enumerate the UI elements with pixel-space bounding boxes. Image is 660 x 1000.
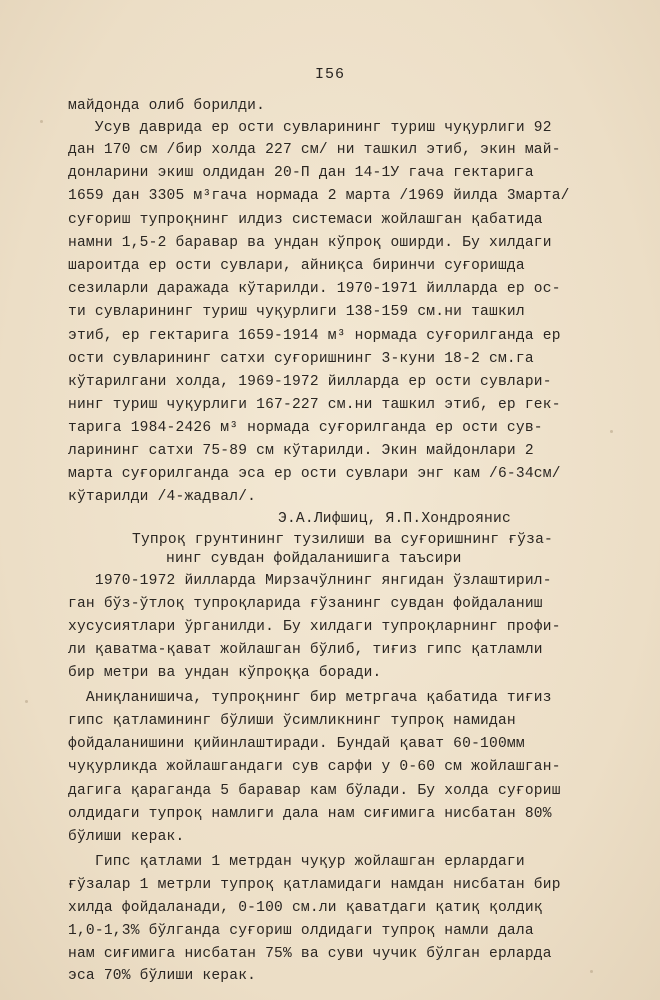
text-line: эса 70% бўлиши керак. xyxy=(68,968,257,984)
text-line: сезиларли даражада кўтарилди. 1970-1971 йилларда ер ос- xyxy=(68,281,561,297)
paper-speck xyxy=(40,120,43,123)
text-line: хусусиятлари ўрганилди. Бу хилдаги тупроқларнинг профи- xyxy=(68,619,561,635)
page-number: I56 xyxy=(314,66,345,83)
text-line: донларини экиш олдидан 20-П дан 14-1У гача гектарига xyxy=(68,165,534,181)
text-line: нам сиғимига нисбатан 75% ва суви чучик бўлган ерларда xyxy=(68,946,552,962)
text-line: намни 1,5-2 баравар ва ундан кўпроқ оширди. Бу хилдаги xyxy=(68,235,552,251)
text-line: кўтарилгани холда, 1969-1972 йилларда ер ости сувлари- xyxy=(68,374,552,390)
text-line: Гипс қатлами 1 метрдан чуқур жойлашган ерлардаги xyxy=(68,854,525,870)
text-line: суғориш тупроқнинг илдиз системаси жойлашган қабатида xyxy=(68,212,543,228)
text-line: 1,0-1,3% бўлганда суғориш олдидаги тупроқ намли дала xyxy=(68,923,534,939)
article-authors: Э.А.Лифшиц, Я.П.Хондроянис xyxy=(278,511,511,527)
text-line: ларининг сатхи 75-89 см кўтарилди. Экин майдонлари 2 xyxy=(68,443,534,459)
text-line: шароитда ер ости сувлари, айниқса биринчи суғоришда xyxy=(68,258,525,274)
text-line: дан 170 см /бир холда 227 см/ ни ташкил этиб, экин май- xyxy=(68,142,561,158)
text-line: ғўзалар 1 метрли тупроқ қатламидаги намдан нисбатан бир xyxy=(68,877,561,893)
text-line: ли қаватма-қават жойлашган бўлиб, тиғиз гипс қатламли xyxy=(68,642,543,658)
text-line: чуқурликда жойлашгандаги сув сарфи у 0-60 см жойлашган- xyxy=(68,759,561,775)
paper-speck xyxy=(590,970,593,973)
text-line: 1659 дан 3305 м³гача нормада 2 марта /1969 йилда 3марта/ xyxy=(68,188,570,204)
text-line: этиб, ер гектарига 1659-1914 м³ нормада суғорилганда ер xyxy=(68,328,561,344)
text-line: дагига қараганда 5 баравар кам бўлади. Бу холда суғориш xyxy=(68,783,561,799)
text-line: 1970-1972 йилларда Мирзачўлнинг янгидан ўзлаштирил- xyxy=(68,573,552,589)
text-line: Аниқланишича, тупроқнинг бир метргача қабатида тиғиз xyxy=(68,690,552,706)
text-line: ости сувларининг сатхи суғоришнинг 3-куни 18-2 см.га xyxy=(68,351,534,367)
paper-speck xyxy=(25,700,28,703)
text-line: майдонда олиб борилди. xyxy=(68,98,266,114)
text-line: гипс қатламининг бўлиши ўсимликнинг тупроқ намидан xyxy=(68,713,516,729)
text-line: ган бўз-ўтлоқ тупроқларида ғўзанинг сувдан фойдаланиш xyxy=(68,596,543,612)
text-line: бир метри ва ундан кўпроққа боради. xyxy=(68,665,382,681)
paper-speck xyxy=(610,430,613,433)
text-line: фойдаланишини қийинлаштиради. Бундай қават 60-100мм xyxy=(68,736,525,752)
article-title-line: Тупроқ грунтининг тузилиши ва суғоришнинг ғўза- xyxy=(132,532,554,548)
text-line: олдидаги тупроқ намлиги дала нам сиғимига нисбатан 80% xyxy=(68,806,552,822)
text-line: кўтарилди /4-жадвал/. xyxy=(68,489,257,505)
article-title-line: нинг сувдан фойдаланишига таъсири xyxy=(166,551,462,567)
text-line: ти сувларининг туриш чуқурлиги 138-159 см.ни ташкил xyxy=(68,304,525,320)
text-line: тарига 1984-2426 м³ нормада суғорилганда ер ости сув- xyxy=(68,420,543,436)
text-line: Усув даврида ер ости сувларининг туриш чуқурлиги 92 xyxy=(68,120,552,136)
text-line: хилда фойдаланади, 0-100 см.ли қаватдаги қатиқ қолдиқ xyxy=(68,900,543,916)
text-line: бўлиши керак. xyxy=(68,829,185,845)
text-line: нинг туриш чуқурлиги 167-227 см.ни ташкил этиб, ер гек- xyxy=(68,397,561,413)
text-line: марта суғорилганда эса ер ости сувлари энг кам /6-34см/ xyxy=(68,466,561,482)
